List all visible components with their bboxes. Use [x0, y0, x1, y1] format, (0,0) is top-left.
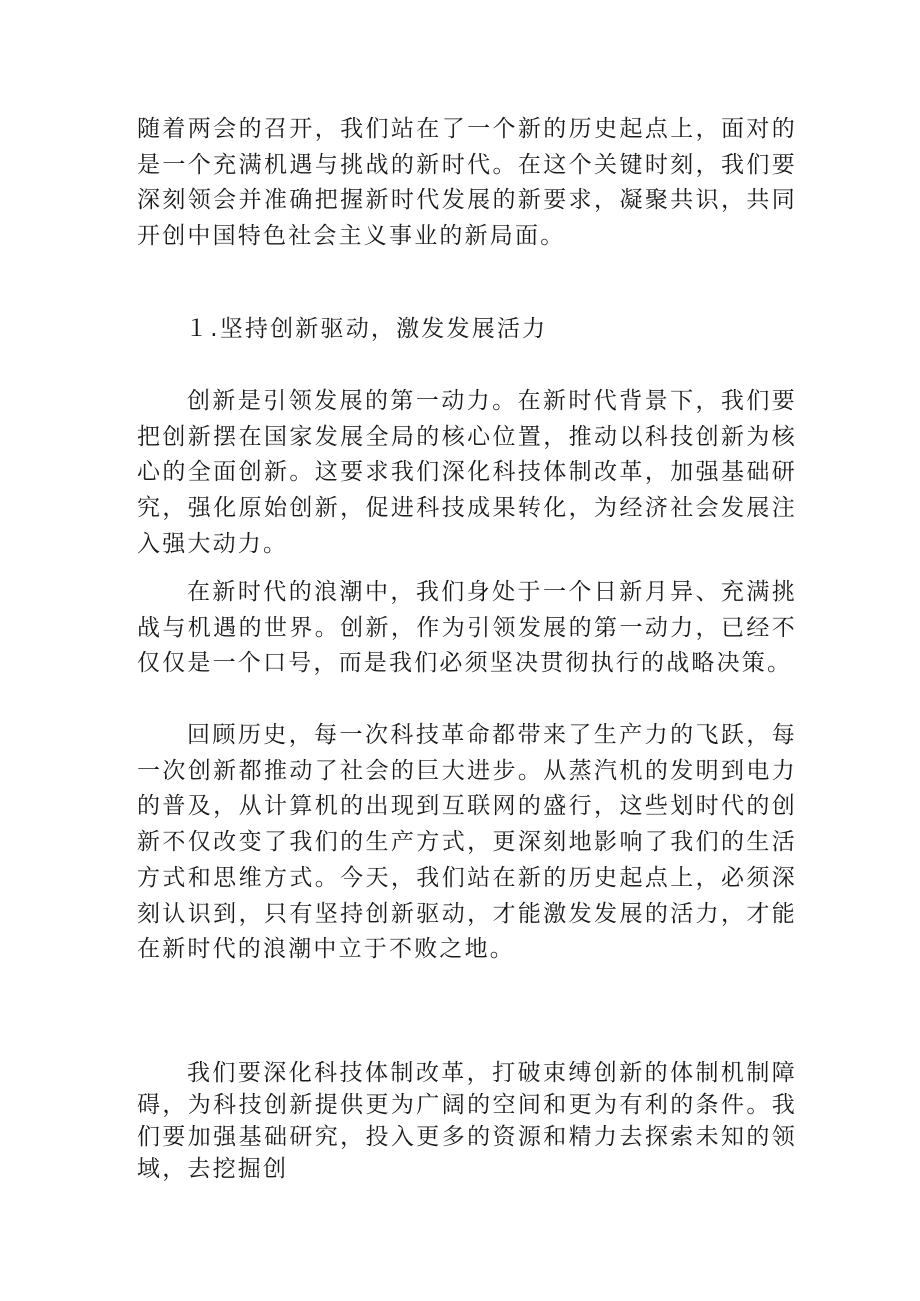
section-heading: １.坚持创新驱动，激发发展活力	[185, 316, 548, 342]
body-paragraph: 创新是引领发展的第一动力。在新时代背景下，我们要把创新摆在国家发展全局的核心位置，推动以科技创新为核心的全面创新。这要求我们深化科技体制改革，加强基础研究，强化原始创新，促进科技成果转化，为经济社会发展注入强大动力。	[137, 388, 797, 557]
body-paragraph: 回顾历史，每一次科技革命都带来了生产力的飞跃，每一次创新都推动了社会的巨大进步。从蒸汽机的发明到电力的普及，从计算机的出现到互联网的盛行，这些划时代的创新不仅改变了我们的生产方式，更深刻地影响了我们的生活方式和思维方式。今天，我们站在新的历史起点上，必须深刻认识到，只有坚持创新驱动，才能激发发展的活力，才能在新时代的浪潮中立于不败之地。	[137, 722, 797, 963]
intro-paragraph: 随着两会的召开，我们站在了一个新的历史起点上，面对的是一个充满机遇与挑战的新时代。在这个关键时刻，我们要深刻领会并准确把握新时代发展的新要求，凝聚共识，共同开创中国特色社会主义事业的新局面。	[137, 116, 797, 250]
body-paragraph: 在新时代的浪潮中，我们身处于一个日新月异、充满挑战与机遇的世界。创新，作为引领发展的第一动力，已经不仅仅是一个口号，而是我们必须坚决贯彻执行的战略决策。	[137, 579, 797, 677]
body-paragraph: 我们要深化科技体制改革，打破束缚创新的体制机制障碍，为科技创新提供更为广阔的空间和更为有利的条件。我们要加强基础研究，投入更多的资源和精力去探索未知的领域，去挖掘创	[137, 1060, 797, 1182]
